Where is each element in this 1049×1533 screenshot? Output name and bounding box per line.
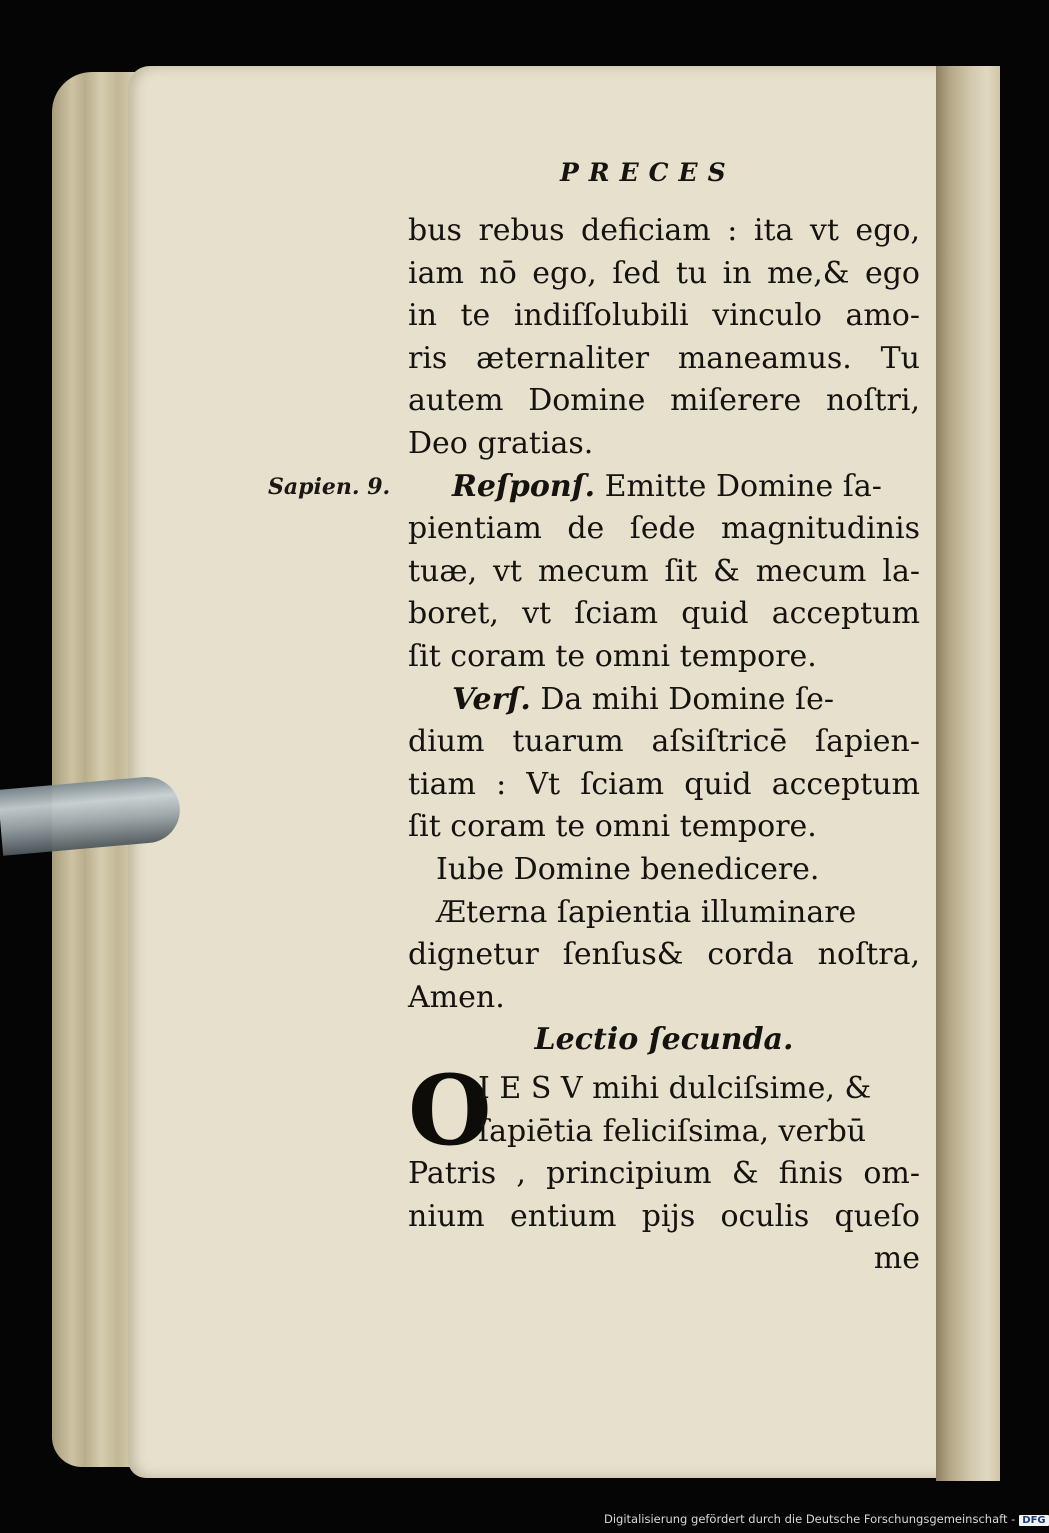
respons-text: Emitte Domine ſa-	[604, 468, 882, 504]
text-line: nium entium pijs oculis queſo	[408, 1198, 920, 1234]
aeterna-line: Æterna ſapientia illuminare	[436, 894, 857, 930]
text-line: bus rebus deficiam : ita vt ego,	[408, 213, 920, 248]
text-line: Patris , principium & finis om-	[408, 1156, 920, 1191]
text-line: Amen.	[408, 979, 505, 1015]
respons-line	[408, 466, 920, 509]
lectio-text	[408, 1153, 920, 1281]
dfg-logo: DFG	[1019, 1515, 1048, 1526]
text-line: ſit coram te omni tempore.	[408, 638, 817, 674]
credit-text: Digitalisierung gefördert durch die Deutsche Forschungsgemeinschaft -	[604, 1512, 1016, 1526]
text-line: tuæ, vt mecum ſit & mecum la-	[408, 553, 920, 589]
vers-line	[408, 679, 920, 722]
text-line: pientiam de ſede magnitudinis	[408, 511, 920, 547]
drop-cap: O	[408, 1054, 492, 1167]
running-head: PRECES	[560, 158, 736, 187]
section-heading: Lectio ſecunda.	[534, 1022, 794, 1058]
text-line: dignetur ſenſus& corda noſtra,	[408, 937, 920, 973]
main-text	[408, 210, 920, 1062]
text-line: tiam : Vt ſciam quid acceptum	[408, 766, 920, 802]
respons-label: Reſponſ.	[452, 468, 596, 504]
text-line: autem Domine miſerere noſtri,	[408, 383, 920, 419]
text-line: I E S V mihi dulciſsime, &	[478, 1071, 872, 1106]
margin-note: Sapien. 9.	[268, 474, 391, 500]
catchword: me	[873, 1241, 920, 1277]
drop-cap-lines	[478, 1068, 908, 1153]
iube-line: Iube Domine benedicere.	[436, 851, 820, 887]
text-line: dium tuarum aſsiſtricē ſapien-	[408, 724, 920, 760]
text-line: in te indiſſolubili vinculo amo-	[408, 298, 920, 334]
text-line: ris æternaliter maneamus. Tu	[408, 340, 920, 376]
vers-text: Da mihi Domine ſe-	[540, 681, 835, 717]
text-line: ſit coram te omni tempore.	[408, 809, 817, 845]
text-line: Deo gratias.	[408, 425, 594, 461]
text-line: boret, vt ſciam quid acceptum	[408, 596, 920, 632]
digitization-credit	[604, 1512, 1049, 1526]
text-line: ſapiētia feliciſsima, verbū	[478, 1113, 867, 1149]
text-line: iam nō ego, ſed tu in me,& ego	[408, 255, 920, 291]
vers-label: Verſ.	[452, 681, 531, 717]
book-gutter	[936, 66, 1000, 1481]
